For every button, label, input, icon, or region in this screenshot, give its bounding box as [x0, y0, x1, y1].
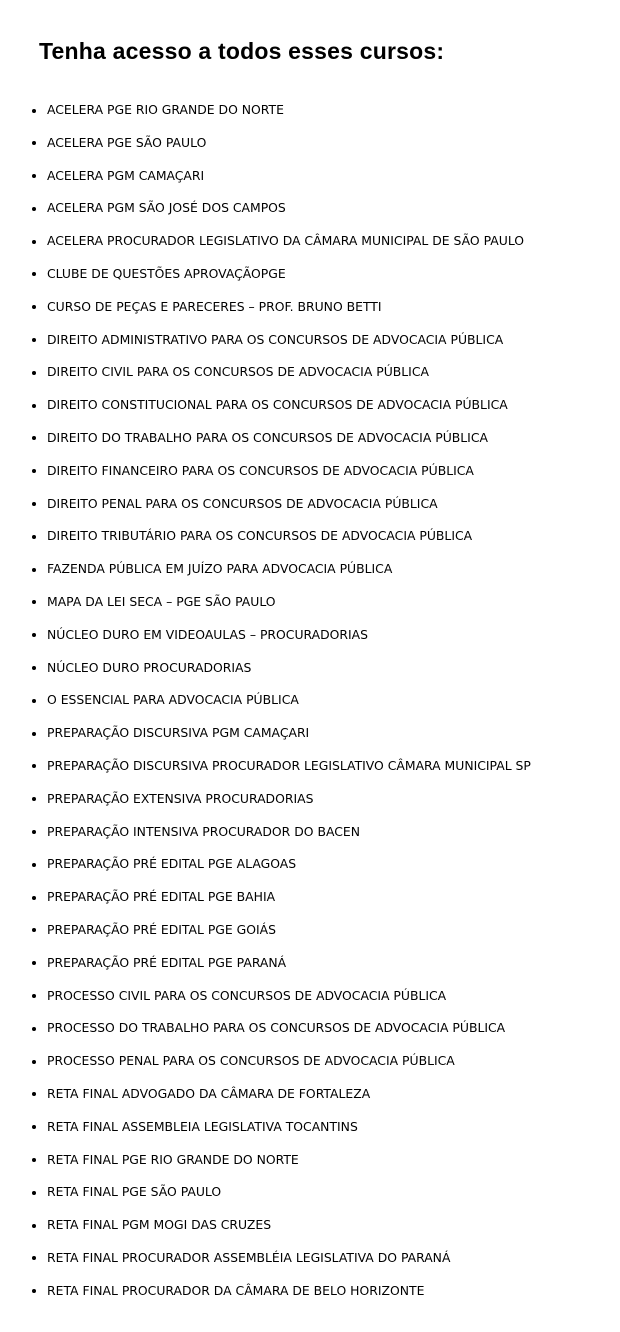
course-list-item — [0, 192, 620, 225]
course-label: PREPARAÇÃO PRÉ EDITAL PGE PARANÁ — [47, 954, 287, 970]
course-list-item — [0, 1078, 620, 1111]
course-label: PREPARAÇÃO DISCURSIVA PROCURADOR LEGISLATIVO CÂMARA MUNICIPAL SP — [47, 757, 531, 773]
course-list-item — [0, 1111, 620, 1144]
course-list-item — [0, 816, 620, 849]
course-list-item — [0, 520, 620, 553]
bullet-icon — [32, 109, 36, 113]
bullet-icon — [32, 1027, 36, 1031]
course-list-item — [0, 750, 620, 783]
bullet-icon — [32, 896, 36, 900]
course-list-item — [0, 783, 620, 816]
course-list-item — [0, 127, 620, 160]
bullet-icon — [32, 207, 36, 211]
course-list-item — [0, 1012, 620, 1045]
bullet-icon — [32, 305, 36, 309]
course-label: NÚCLEO DURO EM VIDEOAULAS – PROCURADORIAS — [47, 626, 369, 642]
bullet-icon — [32, 371, 36, 375]
bullet-icon — [32, 240, 36, 244]
course-list-item — [0, 717, 620, 750]
bullet-icon — [32, 1125, 36, 1129]
course-label: ACELERA PGE SÃO PAULO — [47, 134, 207, 150]
bullet-icon — [32, 535, 36, 539]
page-title: Tenha acesso a todos esses cursos: — [39, 38, 445, 64]
course-list-item — [0, 1242, 620, 1275]
bullet-icon — [32, 830, 36, 834]
course-label: CURSO DE PEÇAS E PARECERES – PROF. BRUNO BETTI — [47, 298, 382, 314]
course-label: ACELERA PROCURADOR LEGISLATIVO DA CÂMARA MUNICIPAL DE SÃO PAULO — [47, 233, 525, 249]
course-label: RETA FINAL PROCURADOR DA CÂMARA DE BELO HORIZONTE — [47, 1282, 425, 1298]
course-list-item — [0, 422, 620, 455]
course-list-item — [0, 356, 620, 389]
bullet-icon — [32, 338, 36, 342]
course-label: PREPARAÇÃO EXTENSIVA PROCURADORIAS — [47, 790, 314, 806]
bullet-icon — [32, 863, 36, 867]
bullet-icon — [32, 928, 36, 932]
course-list-item — [0, 160, 620, 193]
course-list-item — [0, 848, 620, 881]
course-label: DIREITO TRIBUTÁRIO PARA OS CONCURSOS DE ADVOCACIA PÚBLICA — [47, 528, 473, 544]
course-label: RETA FINAL ASSEMBLEIA LEGISLATIVA TOCANTINS — [47, 1118, 358, 1134]
course-list-item — [0, 1275, 620, 1308]
bullet-icon — [32, 141, 36, 145]
course-label: PREPARAÇÃO PRÉ EDITAL PGE BAHIA — [47, 889, 276, 905]
course-list-item — [0, 455, 620, 488]
bullet-icon — [32, 764, 36, 768]
course-list-item — [0, 488, 620, 521]
bullet-icon — [32, 404, 36, 408]
bullet-icon — [32, 1289, 36, 1293]
bullet-icon — [32, 568, 36, 572]
course-label: DIREITO CIVIL PARA OS CONCURSOS DE ADVOCACIA PÚBLICA — [47, 364, 429, 380]
course-label: ACELERA PGM SÃO JOSÉ DOS CAMPOS — [47, 200, 286, 216]
course-label: RETA FINAL PGE RIO GRANDE DO NORTE — [47, 1151, 299, 1167]
bullet-icon — [32, 699, 36, 703]
course-list-item — [0, 225, 620, 258]
course-label: FAZENDA PÚBLICA EM JUÍZO PARA ADVOCACIA PÚBLICA — [47, 561, 393, 577]
course-list-item — [0, 324, 620, 357]
bullet-icon — [32, 797, 36, 801]
bullet-icon — [32, 600, 36, 604]
course-list-item — [0, 914, 620, 947]
course-label: RETA FINAL PGM MOGI DAS CRUZES — [47, 1217, 272, 1233]
course-list-item — [0, 258, 620, 291]
course-list-item — [0, 586, 620, 619]
course-label: RETA FINAL PGE SÃO PAULO — [47, 1184, 222, 1200]
bullet-icon — [32, 502, 36, 506]
course-list-item — [0, 389, 620, 422]
course-label: PROCESSO DO TRABALHO PARA OS CONCURSOS DE ADVOCACIA PÚBLICA — [47, 1020, 506, 1036]
bullet-icon — [32, 732, 36, 736]
course-label: MAPA DA LEI SECA – PGE SÃO PAULO — [47, 593, 276, 609]
course-label: DIREITO PENAL PARA OS CONCURSOS DE ADVOCACIA PÚBLICA — [47, 495, 438, 511]
course-list-item — [0, 1144, 620, 1177]
course-label: RETA FINAL ADVOGADO DA CÂMARA DE FORTALEZA — [47, 1085, 371, 1101]
course-label: PREPARAÇÃO PRÉ EDITAL PGE ALAGOAS — [47, 856, 297, 872]
course-label: O ESSENCIAL PARA ADVOCACIA PÚBLICA — [47, 692, 299, 708]
course-list-item — [0, 553, 620, 586]
bullet-icon — [32, 633, 36, 637]
course-list — [0, 94, 620, 1307]
bullet-icon — [32, 436, 36, 440]
bullet-icon — [32, 994, 36, 998]
course-label: PREPARAÇÃO INTENSIVA PROCURADOR DO BACEN — [47, 823, 360, 839]
bullet-icon — [32, 469, 36, 473]
course-label: DIREITO DO TRABALHO PARA OS CONCURSOS DE ADVOCACIA PÚBLICA — [47, 429, 488, 445]
bullet-icon — [32, 666, 36, 670]
bullet-icon — [32, 1060, 36, 1064]
course-label: NÚCLEO DURO PROCURADORIAS — [47, 659, 252, 675]
bullet-icon — [32, 1092, 36, 1096]
course-list-item — [0, 684, 620, 717]
bullet-icon — [32, 272, 36, 276]
course-list-item — [0, 881, 620, 914]
course-list-item — [0, 1176, 620, 1209]
course-list-item — [0, 947, 620, 980]
course-list-item — [0, 980, 620, 1013]
course-list-item — [0, 291, 620, 324]
course-label: ACELERA PGM CAMAÇARI — [47, 167, 205, 183]
bullet-icon — [32, 1158, 36, 1162]
course-label: DIREITO CONSTITUCIONAL PARA OS CONCURSOS DE ADVOCACIA PÚBLICA — [47, 397, 508, 413]
course-label: PREPARAÇÃO PRÉ EDITAL PGE GOIÁS — [47, 921, 277, 937]
bullet-icon — [32, 1224, 36, 1228]
bullet-icon — [32, 1191, 36, 1195]
course-list-item — [0, 652, 620, 685]
course-list-item — [0, 1045, 620, 1078]
course-label: CLUBE DE QUESTÕES APROVAÇÃOPGE — [47, 265, 286, 281]
course-label: PROCESSO CIVIL PARA OS CONCURSOS DE ADVOCACIA PÚBLICA — [47, 987, 447, 1003]
course-list-item — [0, 1209, 620, 1242]
course-label: RETA FINAL PROCURADOR ASSEMBLÉIA LEGISLATIVA DO PARANÁ — [47, 1249, 451, 1265]
course-label: DIREITO ADMINISTRATIVO PARA OS CONCURSOS DE ADVOCACIA PÚBLICA — [47, 331, 504, 347]
bullet-icon — [32, 174, 36, 178]
course-list-item — [0, 94, 620, 127]
course-label: PREPARAÇÃO DISCURSIVA PGM CAMAÇARI — [47, 725, 310, 741]
course-label: ACELERA PGE RIO GRANDE DO NORTE — [47, 102, 284, 117]
course-list-item — [0, 619, 620, 652]
bullet-icon — [32, 1256, 36, 1260]
bullet-icon — [32, 961, 36, 965]
course-label: DIREITO FINANCEIRO PARA OS CONCURSOS DE ADVOCACIA PÚBLICA — [47, 462, 474, 478]
course-label: PROCESSO PENAL PARA OS CONCURSOS DE ADVOCACIA PÚBLICA — [47, 1053, 455, 1069]
